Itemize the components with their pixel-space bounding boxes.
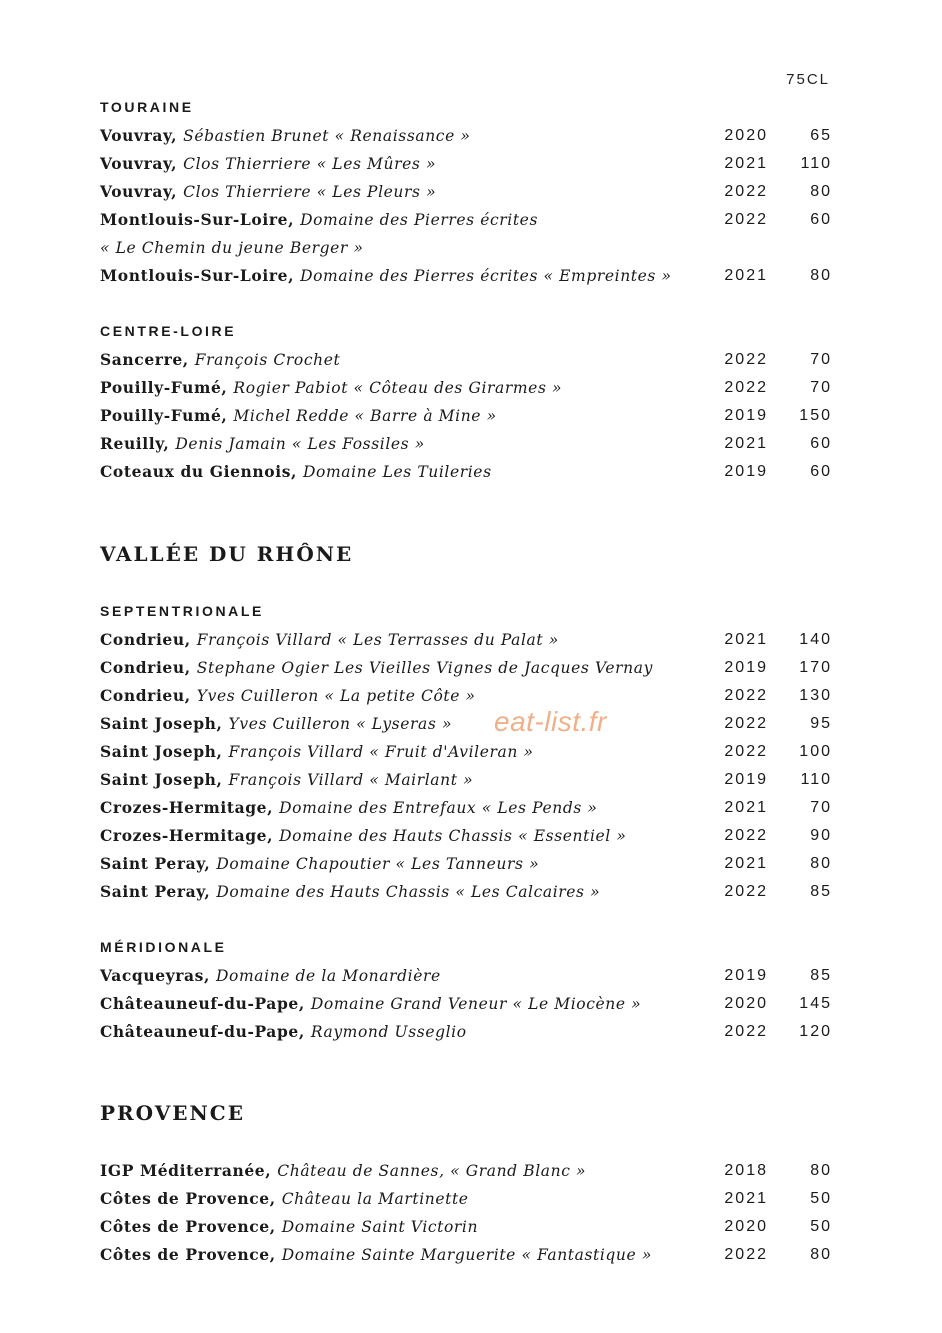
- wine-producer: François Villard « Les Terrasses du Palat »: [196, 631, 559, 649]
- wine-vintage: 2022: [724, 687, 768, 704]
- section-touraine-title: TOURAINE: [100, 99, 194, 115]
- wine-price: 60: [810, 463, 832, 480]
- wine-producer: Domaine Chapoutier « Les Tanneurs »: [216, 855, 540, 873]
- wine-appellation: Châteauneuf-du-Pape,: [100, 994, 311, 1013]
- wine-appellation: Vacqueyras,: [100, 966, 216, 985]
- wine-vintage: 2020: [724, 127, 768, 144]
- wine-name: [100, 626, 559, 654]
- wine-vintage: 2019: [724, 967, 768, 984]
- wine-row: [100, 346, 832, 374]
- wine-price: 80: [810, 267, 832, 284]
- wine-vintage: 2021: [724, 631, 768, 648]
- wine-price: 110: [800, 155, 832, 172]
- wine-name: [100, 682, 476, 710]
- wine-producer: Michel Redde « Barre à Mine »: [233, 407, 497, 425]
- wine-name: [100, 766, 473, 794]
- wine-appellation: Pouilly-Fumé,: [100, 378, 234, 397]
- wine-name: [100, 990, 641, 1018]
- wine-price: 50: [810, 1218, 832, 1235]
- wine-producer: Château de Sannes, « Grand Blanc »: [277, 1162, 587, 1180]
- wine-price: 60: [810, 211, 832, 228]
- wine-producer: Raymond Usseglio: [310, 1023, 467, 1041]
- wine-row: [100, 402, 832, 430]
- wine-row: [100, 682, 832, 710]
- wine-row: [100, 766, 832, 794]
- wine-name: [100, 234, 364, 262]
- wine-vintage: 2022: [724, 1246, 768, 1263]
- wine-price: 140: [799, 631, 832, 648]
- wine-row: [100, 1185, 832, 1213]
- wine-vintage: 2019: [724, 771, 768, 788]
- wine-vintage: 2021: [724, 855, 768, 872]
- wine-name: [100, 402, 497, 430]
- wine-price: 70: [810, 799, 832, 816]
- wine-appellation: Crozes-Hermitage,: [100, 826, 280, 845]
- wine-vintage: 2022: [724, 211, 768, 228]
- region-rhone-title: VALLÉE DU RHÔNE: [100, 542, 354, 566]
- wine-appellation: Saint Peray,: [100, 882, 217, 901]
- wine-appellation: Côtes de Provence,: [100, 1245, 282, 1264]
- wine-row: [100, 962, 832, 990]
- wine-appellation: Reuilly,: [100, 434, 176, 453]
- wine-vintage: 2022: [724, 379, 768, 396]
- wine-producer: Domaine des Pierres écrites: [300, 211, 539, 229]
- wine-vintage: 2022: [724, 183, 768, 200]
- wine-appellation: Vouvray,: [100, 126, 184, 145]
- wine-producer: Domaine des Entrefaux « Les Pends »: [279, 799, 598, 817]
- wine-vintage: 2022: [724, 715, 768, 732]
- wine-price: 85: [810, 883, 832, 900]
- wine-name: [100, 962, 441, 990]
- wine-price: 150: [799, 407, 832, 424]
- wine-name: [100, 150, 436, 178]
- wine-producer: Domaine Saint Victorin: [281, 1218, 479, 1236]
- wine-price: 80: [810, 855, 832, 872]
- wine-price: 70: [810, 351, 832, 368]
- watermark: eat-list.fr: [494, 706, 607, 737]
- wine-name: [100, 1157, 586, 1185]
- wine-producer: Yves Cuilleron « Lyseras »: [228, 715, 453, 733]
- wine-name: [100, 262, 672, 290]
- wine-appellation: Pouilly-Fumé,: [100, 406, 234, 425]
- region-provence-title: PROVENCE: [100, 1101, 245, 1125]
- wine-name: [100, 1213, 478, 1241]
- wine-row: [100, 262, 832, 290]
- wine-row: [100, 710, 832, 738]
- wine-appellation: IGP Méditerranée,: [100, 1161, 278, 1180]
- wine-vintage: 2020: [724, 995, 768, 1012]
- wine-price: 80: [810, 1162, 832, 1179]
- wine-vintage: 2019: [724, 659, 768, 676]
- wine-producer: « Le Chemin du jeune Berger »: [100, 239, 364, 257]
- wine-price: 85: [810, 967, 832, 984]
- wine-vintage: 2021: [724, 1190, 768, 1207]
- wine-name: [100, 206, 538, 234]
- wine-appellation: Montlouis-Sur-Loire,: [100, 266, 301, 285]
- wine-price: 70: [810, 379, 832, 396]
- wine-appellation: Vouvray,: [100, 182, 184, 201]
- wine-vintage: 2022: [724, 827, 768, 844]
- section-septentrionale-title: SEPTENTRIONALE: [100, 603, 264, 619]
- wine-producer: François Villard « Mairlant »: [228, 771, 474, 789]
- wine-appellation: Saint Joseph,: [100, 714, 229, 733]
- wine-vintage: 2021: [724, 435, 768, 452]
- wine-row: [100, 178, 832, 206]
- wine-appellation: Châteauneuf-du-Pape,: [100, 1022, 311, 1041]
- wine-producer: Domaine des Hauts Chassis « Essentiel »: [279, 827, 627, 845]
- wine-row: [100, 1157, 832, 1185]
- wine-appellation: Saint Joseph,: [100, 770, 229, 789]
- wine-name: [100, 430, 425, 458]
- wine-vintage: 2021: [724, 267, 768, 284]
- wine-vintage: 2021: [724, 155, 768, 172]
- wine-appellation: Côtes de Provence,: [100, 1189, 282, 1208]
- wine-price: 130: [799, 687, 832, 704]
- wine-name: [100, 710, 452, 738]
- wine-name: [100, 738, 534, 766]
- wine-appellation: Sancerre,: [100, 350, 195, 369]
- wine-appellation: Crozes-Hermitage,: [100, 798, 280, 817]
- wine-name: [100, 1018, 467, 1046]
- wine-row: [100, 626, 832, 654]
- wine-name: [100, 822, 626, 850]
- wine-name: [100, 878, 600, 906]
- wine-price: 110: [800, 771, 832, 788]
- wine-producer: Domaine Grand Veneur « Le Miocène »: [310, 995, 642, 1013]
- wine-producer: Domaine de la Monardière: [216, 967, 441, 985]
- wine-appellation: Vouvray,: [100, 154, 184, 173]
- wine-producer: Rogier Pabiot « Côteau des Girarmes »: [233, 379, 563, 397]
- wine-row: [100, 654, 832, 682]
- wine-vintage: 2019: [724, 407, 768, 424]
- wine-row: [100, 822, 832, 850]
- wine-name: [100, 1185, 469, 1213]
- wine-appellation: Coteaux du Giennois,: [100, 462, 304, 481]
- wine-producer: François Crochet: [194, 351, 341, 369]
- wine-price: 80: [810, 183, 832, 200]
- wine-price: 145: [799, 995, 832, 1012]
- wine-row: [100, 850, 832, 878]
- wine-producer: Château la Martinette: [281, 1190, 469, 1208]
- wine-appellation: Condrieu,: [100, 630, 197, 649]
- wine-producer: Clos Thierriere « Les Mûres »: [183, 155, 437, 173]
- wine-appellation: Condrieu,: [100, 686, 197, 705]
- wine-producer: Domaine des Pierres écrites « Empreintes »: [300, 267, 672, 285]
- wine-producer: François Villard « Fruit d'Avileran »: [228, 743, 534, 761]
- volume-header: 75CL: [786, 71, 830, 88]
- wine-row: [100, 122, 832, 150]
- wine-row: [100, 430, 832, 458]
- wine-row: [100, 1213, 832, 1241]
- wine-vintage: 2021: [724, 799, 768, 816]
- wine-appellation: Saint Peray,: [100, 854, 217, 873]
- wine-vintage: 2022: [724, 883, 768, 900]
- wine-price: 95: [810, 715, 832, 732]
- wine-appellation: Saint Joseph,: [100, 742, 229, 761]
- wine-price: 60: [810, 435, 832, 452]
- wine-name: [100, 178, 436, 206]
- wine-row: [100, 234, 832, 262]
- wine-row: [100, 794, 832, 822]
- wine-producer: Domaine des Hauts Chassis « Les Calcaires »: [216, 883, 601, 901]
- wine-row: [100, 1241, 832, 1269]
- wine-price: 80: [810, 1246, 832, 1263]
- wine-vintage: 2020: [724, 1218, 768, 1235]
- wine-name: [100, 122, 470, 150]
- wine-price: 170: [799, 659, 832, 676]
- wine-price: 90: [810, 827, 832, 844]
- wine-vintage: 2019: [724, 463, 768, 480]
- wine-row: [100, 878, 832, 906]
- wine-producer: Domaine Sainte Marguerite « Fantastique »: [281, 1246, 652, 1264]
- wine-row: [100, 458, 832, 486]
- wine-vintage: 2018: [724, 1162, 768, 1179]
- wine-producer: Sébastien Brunet « Renaissance »: [183, 127, 471, 145]
- wine-producer: Stephane Ogier Les Vieilles Vignes de Jacques Vernay: [196, 659, 653, 677]
- wine-appellation: Montlouis-Sur-Loire,: [100, 210, 301, 229]
- wine-price: 120: [799, 1023, 832, 1040]
- wine-name: [100, 850, 539, 878]
- wine-producer: Clos Thierriere « Les Pleurs »: [183, 183, 437, 201]
- wine-row: [100, 1018, 832, 1046]
- wine-producer: Denis Jamain « Les Fossiles »: [175, 435, 425, 453]
- wine-name: [100, 654, 653, 682]
- wine-price: 100: [799, 743, 832, 760]
- wine-price: 65: [810, 127, 832, 144]
- wine-price: 50: [810, 1190, 832, 1207]
- wine-producer: Yves Cuilleron « La petite Côte »: [196, 687, 476, 705]
- wine-name: [100, 458, 492, 486]
- wine-appellation: Côtes de Provence,: [100, 1217, 282, 1236]
- wine-name: [100, 794, 598, 822]
- wine-vintage: 2022: [724, 1023, 768, 1040]
- wine-appellation: Condrieu,: [100, 658, 197, 677]
- wine-row: [100, 206, 832, 234]
- wine-row: [100, 738, 832, 766]
- wine-name: [100, 374, 562, 402]
- section-meridionale-title: MÉRIDIONALE: [100, 939, 227, 955]
- wine-producer: Domaine Les Tuileries: [303, 463, 492, 481]
- wine-name: [100, 1241, 652, 1269]
- wine-vintage: 2022: [724, 351, 768, 368]
- wine-vintage: 2022: [724, 743, 768, 760]
- wine-row: [100, 374, 832, 402]
- section-centre-loire-title: CENTRE-LOIRE: [100, 323, 237, 339]
- wine-row: [100, 990, 832, 1018]
- wine-row: [100, 150, 832, 178]
- wine-name: [100, 346, 340, 374]
